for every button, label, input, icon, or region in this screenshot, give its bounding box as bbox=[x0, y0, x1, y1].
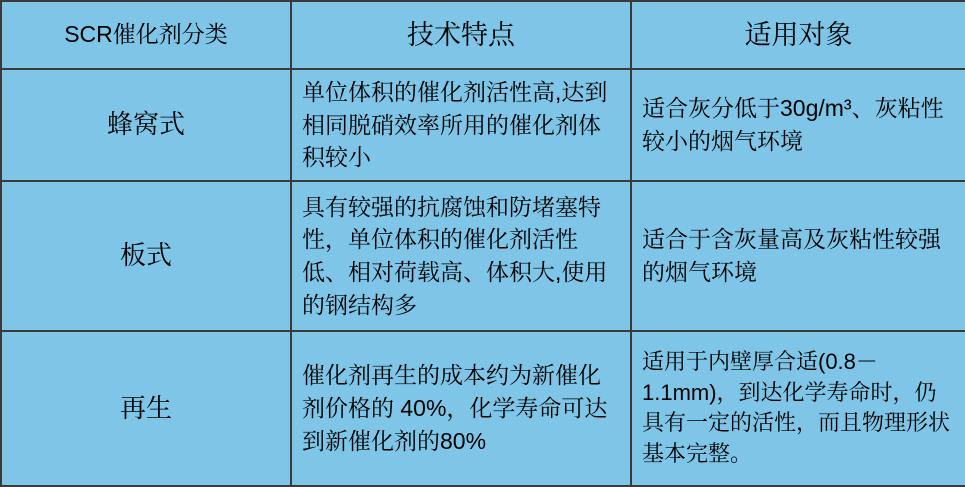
cell-application: 适用于内壁厚合适(0.8－1.1mm)，到达化学寿命时，仍具有一定的活性，而且物理形状基本完整。 bbox=[631, 331, 965, 486]
cell-category: 再生 bbox=[1, 331, 291, 486]
column-header-features: 技术特点 bbox=[291, 1, 631, 69]
cell-application: 适合于含灰量高及灰粘性较强的烟气环境 bbox=[631, 181, 965, 331]
table-row bbox=[1, 181, 965, 331]
table-row bbox=[1, 69, 965, 181]
cell-features: 单位体积的催化剂活性高,达到相同脱硝效率所用的催化剂体积较小 bbox=[291, 69, 631, 181]
table-header-row bbox=[1, 1, 965, 69]
cell-features: 具有较强的抗腐蚀和防堵塞特性，单位体积的催化剂活性低、相对荷载高、体积大,使用的钢结构多 bbox=[291, 181, 631, 331]
cell-category: 蜂窝式 bbox=[1, 69, 291, 181]
table-row bbox=[1, 331, 965, 486]
cell-application: 适合灰分低于30g/m³、灰粘性较小的烟气环境 bbox=[631, 69, 965, 181]
column-header-category: SCR催化剂分类 bbox=[1, 1, 291, 69]
cell-features: 催化剂再生的成本约为新催化剂价格的 40%，化学寿命可达到新催化剂的80% bbox=[291, 331, 631, 486]
column-header-application: 适用对象 bbox=[631, 1, 965, 69]
cell-category: 板式 bbox=[1, 181, 291, 331]
